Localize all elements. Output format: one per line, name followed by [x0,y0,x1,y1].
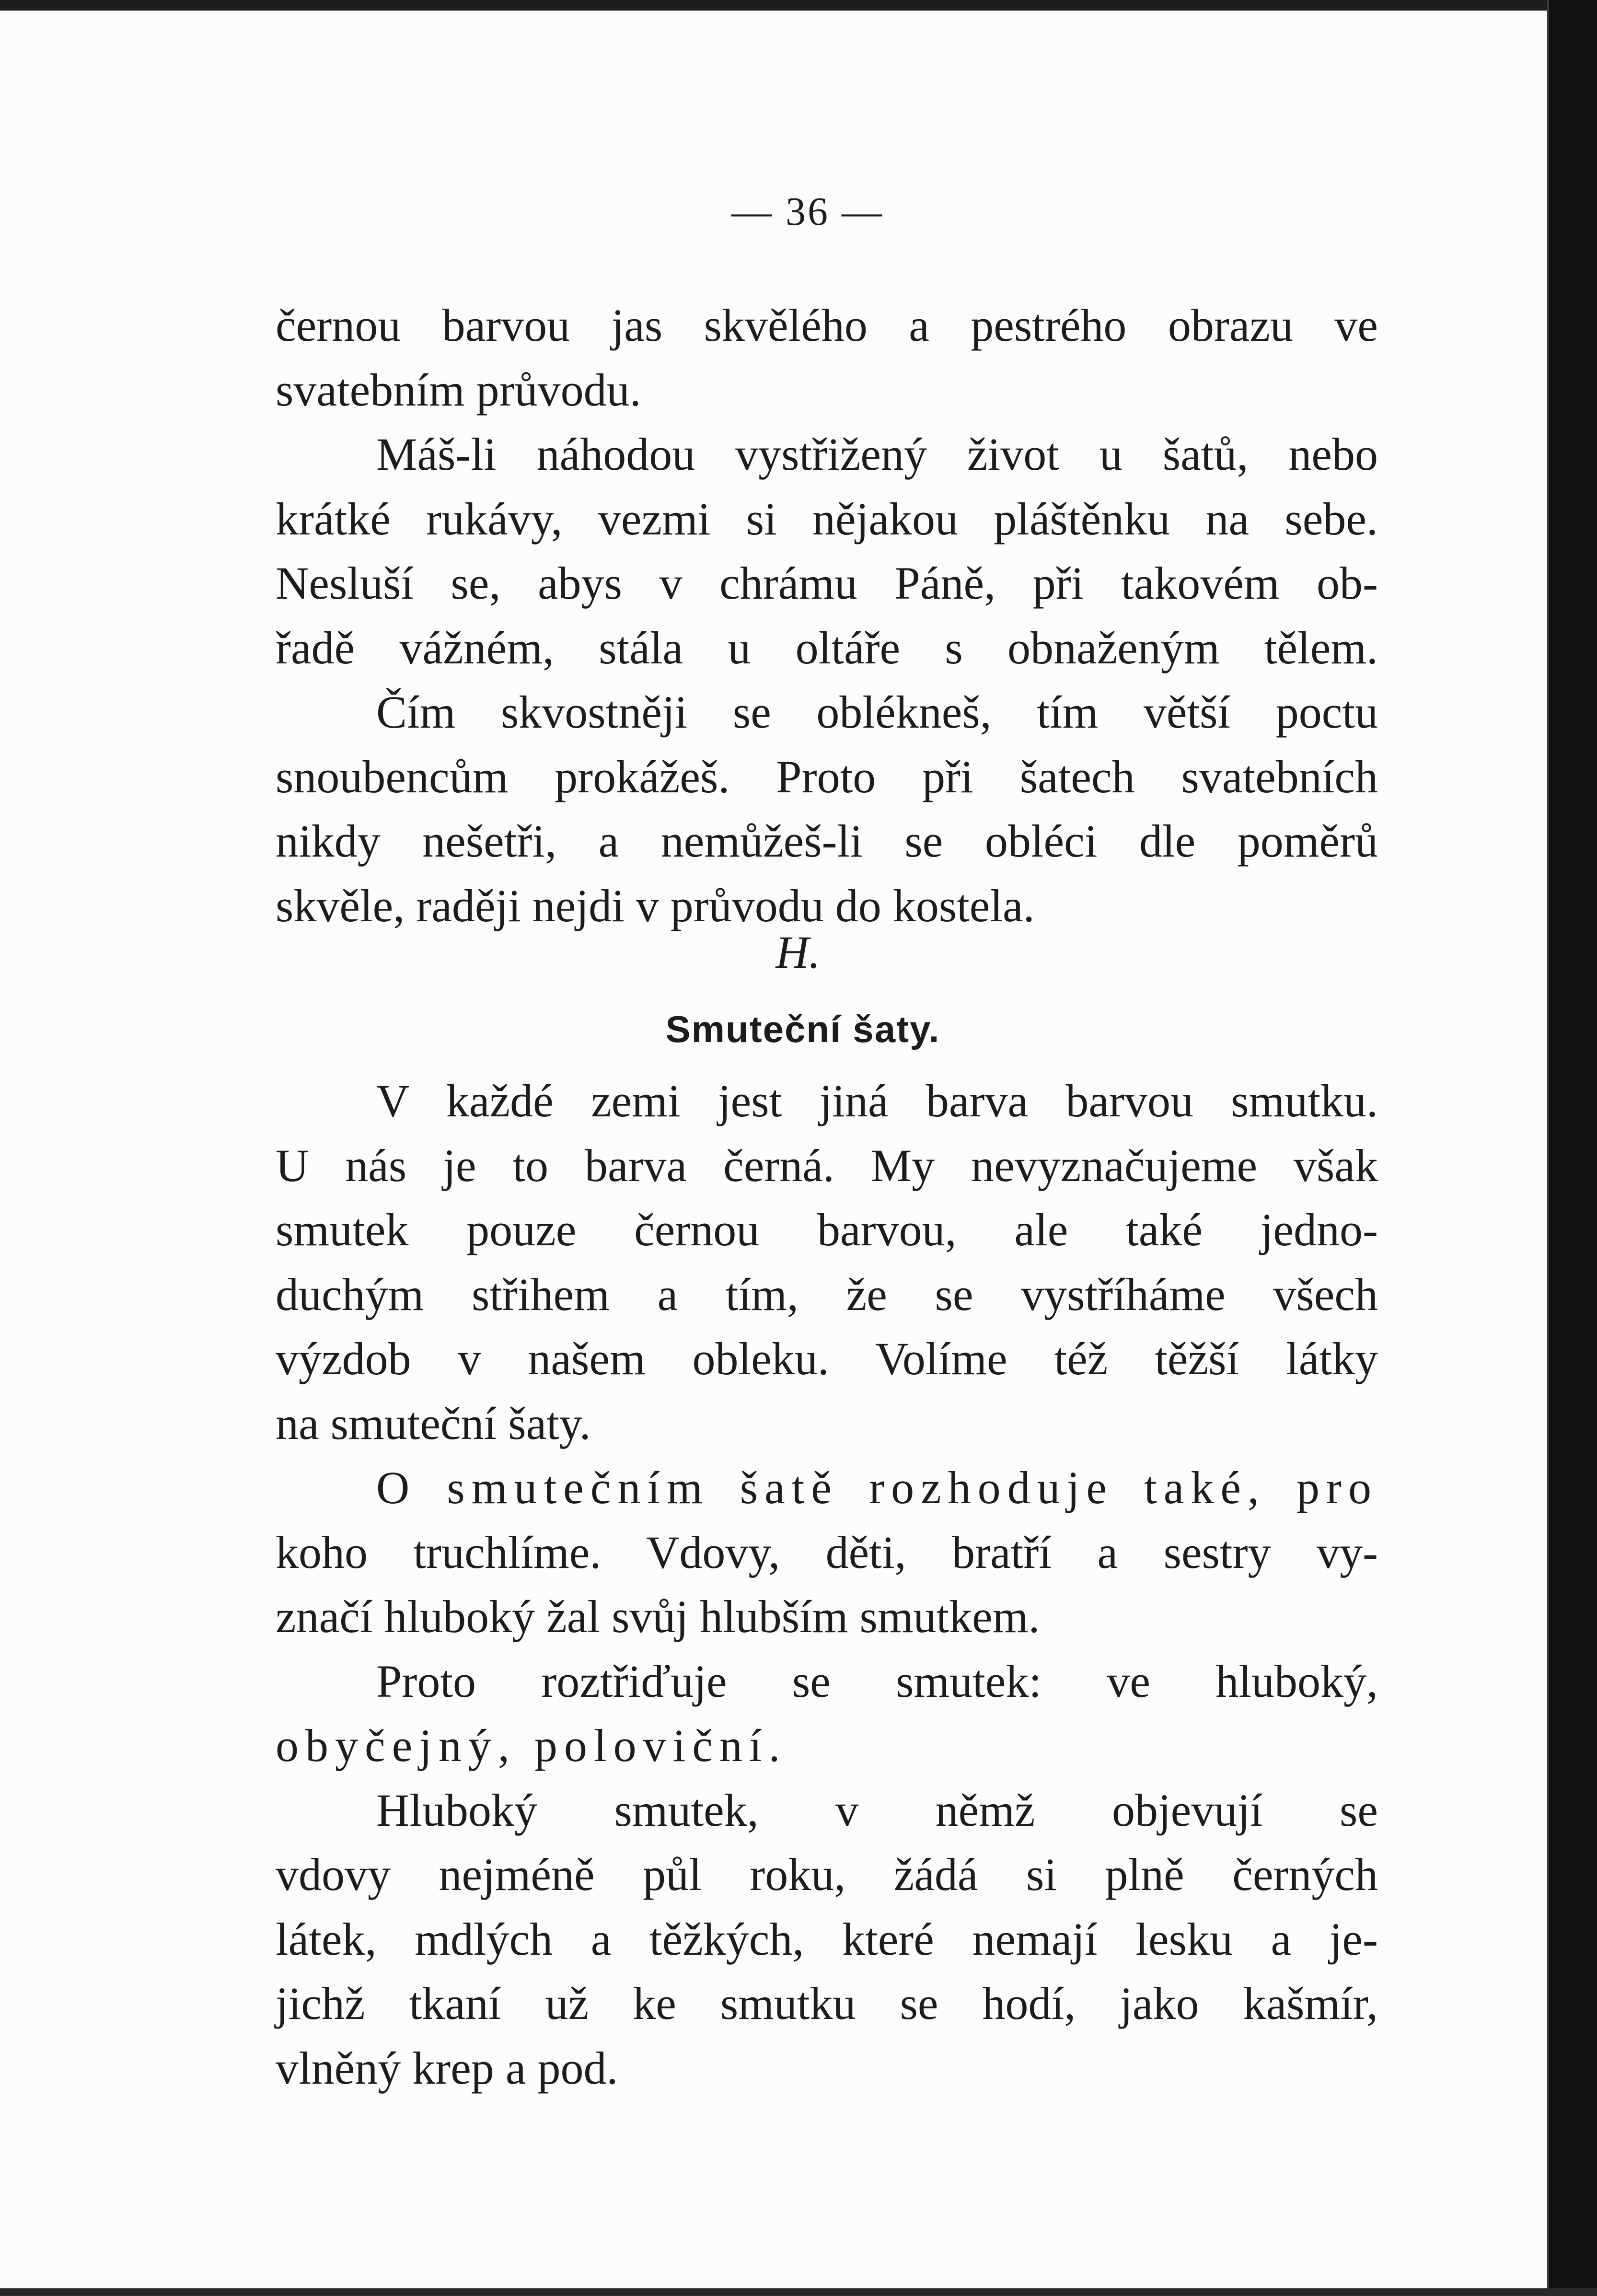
paragraph [276,293,1378,422]
text-line: O smutečním šatě rozhoduje také, pro [376,1462,1378,1513]
text-line: vlněný krep a pod. [276,2042,618,2094]
text-line: Máš-li náhodou vystřižený život u šatů, nebo [376,429,1378,480]
paragraph [276,1649,1378,1778]
text-line: snoubencům prokážeš. Proto při šatech svatebních [276,751,1378,802]
paragraph [276,1778,1378,2101]
text-line: obyčejný, poloviční. [276,1720,787,1771]
scan-border-right [1549,0,1597,2296]
scan-border-bottom [0,2288,1597,2296]
opening-text [276,293,1378,938]
text-line: látek, mdlých a těžkých, které nemají lesku a je- [276,1913,1378,1965]
section-letter: H. [775,927,821,978]
text-line: U nás je to barva černá. My nevyznačujeme však [276,1139,1378,1191]
text-line: svatebním průvodu. [276,364,641,416]
text-line: duchým střihem a tím, že se vystříháme všech [276,1268,1378,1320]
paragraph [276,1069,1378,1456]
text-line: vdovy nejméně půl roku, žádá si plně černých [276,1849,1378,1900]
paragraph [276,422,1378,938]
text-line: výzdob v našem obleku. Volíme též těžší látky [276,1333,1378,1384]
text-line: Hluboký smutek, v němž objevují se [376,1784,1378,1836]
text-line: krátké rukávy, vezmi si nějakou pláštěnku na sebe. [276,493,1378,545]
text-line: na smuteční šaty. [276,1397,591,1449]
section-title: Smuteční šaty. [665,1008,940,1050]
text-line: Nesluší se, abys v chrámu Páně, při takovém ob- [276,557,1378,609]
text-line: V každé zemi jest jiná barva barvou smutku. [376,1075,1378,1126]
text-line: Čím skvostněji se oblékneš, tím větší poctu [376,686,1378,738]
text-line: černou barvou jas skvělého a pestrého obrazu ve [276,300,1378,351]
text-line: Proto roztřiďuje se smutek: ve hluboký, [376,1655,1378,1707]
text-line: nikdy nešetři, a nemůžeš-li se obléci dle poměrů [276,815,1378,867]
section-text [276,1069,1378,2100]
text-line: značí hluboký žal svůj hlubším smutkem. [276,1591,1040,1642]
text-line: koho truchlíme. Vdovy, děti, bratří a sestry vy- [276,1526,1378,1578]
text-line: jichž tkaní už ke smutku se hodí, jako kašmír, [276,1978,1378,2029]
page-number: — 36 — [731,189,884,234]
paragraph [276,1456,1378,1649]
text-line: řadě vážném, stála u oltáře s obnaženým tělem. [276,622,1378,673]
text-line: smutek pouze černou barvou, ale také jedno- [276,1204,1378,1255]
text-line: skvěle, raději nejdi v průvodu do kostela. [276,880,1035,931]
